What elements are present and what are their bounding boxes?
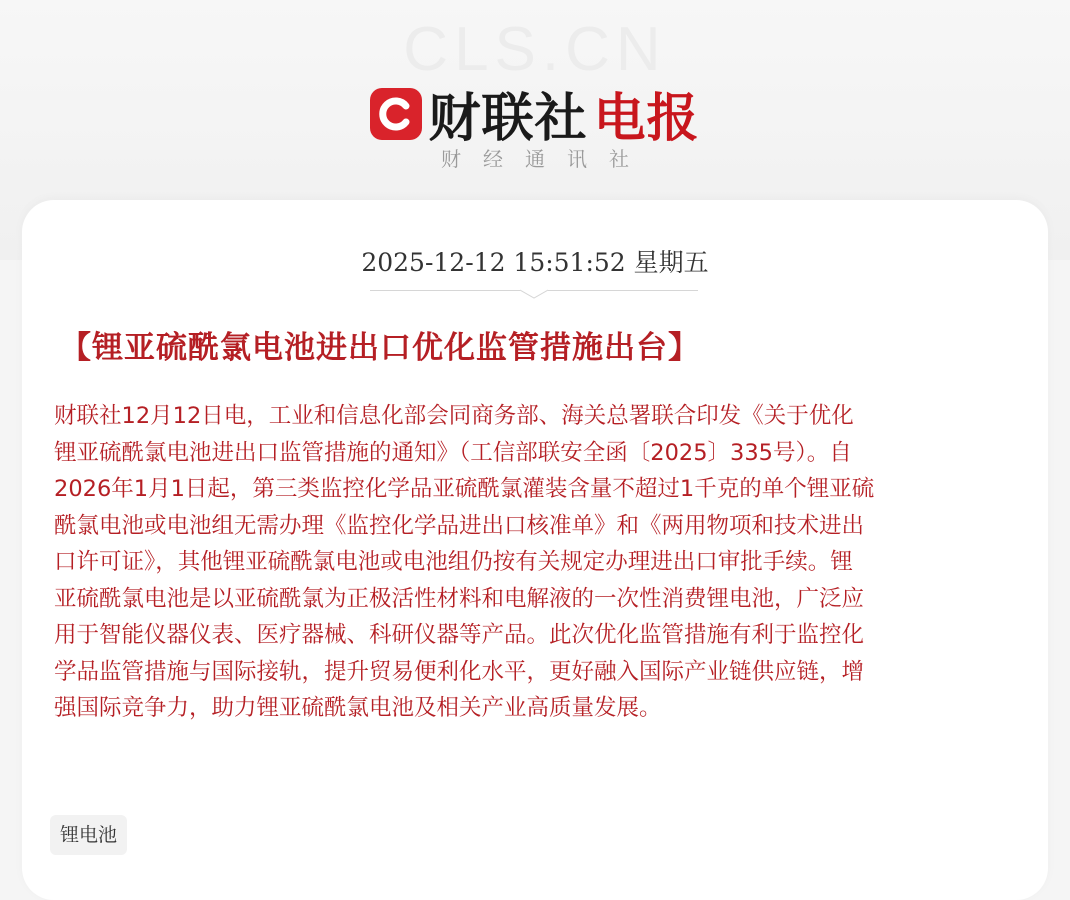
divider-right — [548, 290, 698, 291]
article-body-line: 锂亚硫酰氯电池进出口监管措施的通知》（工信部联安全函〔2025〕335号）。自 — [54, 439, 852, 466]
article-body-line: 学品监管措施与国际接轨，提升贸易便利化水平，更好融入国际产业链供应链，增 — [54, 658, 865, 685]
brand-name: 财联社 — [428, 89, 588, 149]
article-body-line: 财联社12月12日电，工业和信息化部会同商务部、海关总署联合印发《关于优化 — [54, 403, 854, 429]
article-body-line: 2026年1月1日起，第三类监控化学品亚硫酰氯灌装含量不超过1千克的单个锂亚硫 — [54, 476, 875, 502]
article-body-line: 强国际竞争力，助力锂亚硫酰氯电池及相关产业高质量发展。 — [54, 695, 662, 721]
watermark: CLS.CN — [403, 15, 667, 84]
brand-subtitle: 财经通讯社 — [441, 147, 651, 171]
article-body-line: 亚硫酰氯电池是以亚硫酰氯为正极活性材料和电解液的一次性消费锂电池，广泛应 — [54, 585, 865, 612]
article-body-line: 用于智能仪器仪表、医疗器械、科研仪器等产品。此次优化监管措施有利于监控化 — [54, 622, 865, 648]
divider-notch-icon — [520, 283, 548, 299]
article-body-line: 口许可证》，其他锂亚硫酰氯电池或电池组仍按有关规定办理进出口审批手续。锂 — [54, 549, 853, 575]
article-body — [54, 398, 1014, 727]
tag-lithium-battery[interactable]: 锂电池 — [50, 815, 127, 855]
article-body-line: 酰氯电池或电池组无需办理《监控化学品进出口核准单》和《两用物项和技术进出 — [54, 512, 865, 539]
brand-logo — [0, 76, 1070, 151]
brand-c-icon — [370, 88, 422, 140]
article-datetime: 2025-12-12 15:51:52 星期五 — [361, 248, 709, 277]
article-headline: 【锂亚硫酰氯电池进出口优化监管措施出台】 — [60, 330, 700, 366]
brand-accent: 电报 — [593, 89, 700, 149]
divider-left — [370, 290, 520, 291]
